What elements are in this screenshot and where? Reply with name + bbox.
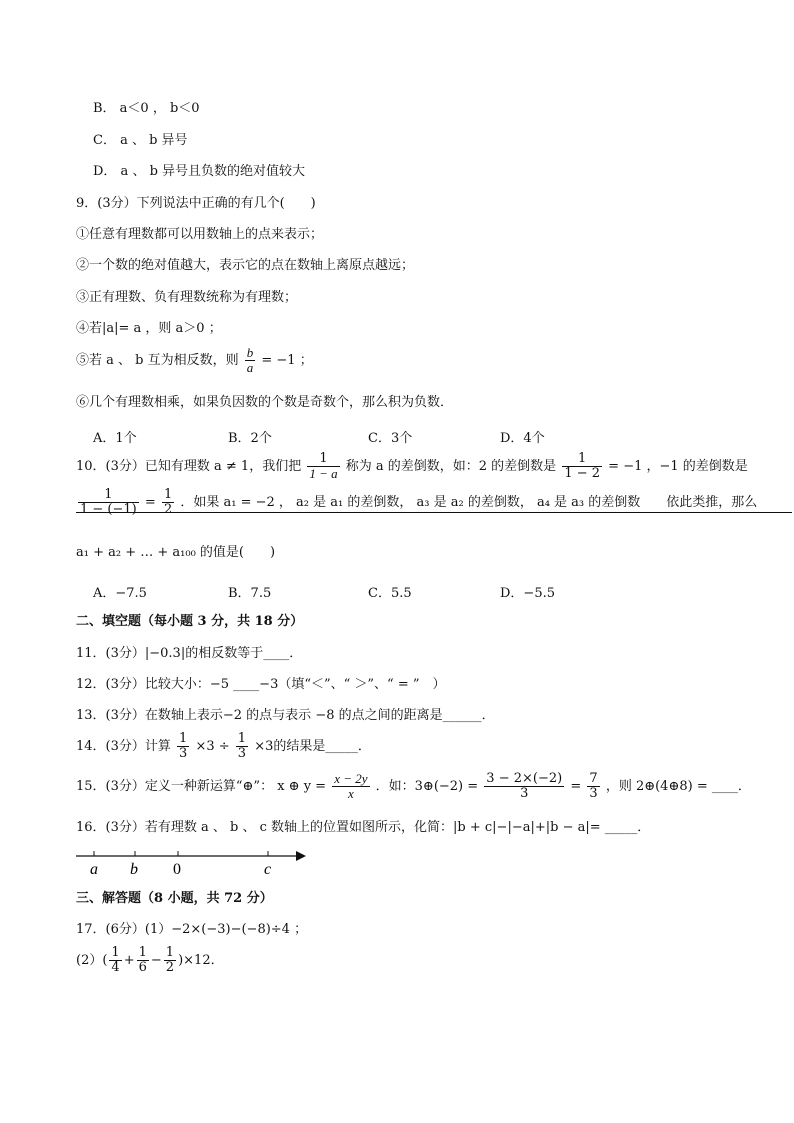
q14-frac-2: $\frac{1}{3}$ bbox=[237, 731, 247, 761]
q16: 16．(3分）若有理数 a 、 b 、 c 数轴上的位置如图所示，化简：|b + c|−|−a|+|b − a|= _____． bbox=[76, 820, 651, 835]
q9-statement-3: ③正有理数、负有理数统称为有理数； bbox=[76, 290, 298, 305]
q15-frac-3: $\frac{7}{3}$ bbox=[589, 771, 598, 801]
q17-frac-2: $\frac{1}{6}$ bbox=[138, 945, 147, 975]
q17-part-2: (2）( $\frac{1}{4}$ + $\frac{1}{6}$ − $\frac{1}{2}$ )×12． bbox=[76, 945, 224, 975]
q14-frac-1: $\frac{1}{3}$ bbox=[179, 731, 188, 761]
q9-option-a: A．1个 bbox=[93, 431, 137, 446]
number-line-arrow bbox=[296, 851, 306, 861]
q9-s5-fraction: $\frac{b}{a}$ bbox=[246, 345, 254, 375]
q10-option-d: D．−5.5 bbox=[500, 586, 555, 601]
q9-option-d: D．4个 bbox=[500, 431, 545, 446]
label-a: a bbox=[90, 861, 98, 878]
q12: 12．(3分）比较大小：−5 ____−3（填“＜”、“ ＞”、“ = ” ） bbox=[76, 677, 446, 692]
section-3-heading: 三、解答题（8 小题，共 72 分） bbox=[76, 891, 273, 906]
q15-frac-2: $\frac{3 - 2\times(-2)}{3}$ bbox=[486, 771, 563, 801]
q11: 11．(3分）|−0.3|的相反数等于____． bbox=[76, 646, 303, 661]
q9-s5-post: = −1 ； bbox=[261, 353, 313, 368]
q9-option-c: C．3个 bbox=[368, 431, 413, 446]
q17-frac-1: $\frac{1}{4}$ bbox=[111, 945, 120, 975]
q10-option-a: A．−7.5 bbox=[93, 586, 147, 601]
q10-frac-3: $\frac{1}{1 - (-1)}$ bbox=[80, 487, 137, 517]
q9-statement-1: ①任意有理数都可以用数轴上的点来表示； bbox=[76, 227, 324, 242]
q15-frac-1: $\frac{x - 2y}{x}$ bbox=[334, 771, 368, 801]
q10-frac-1: $\frac{1}{1 - a}$ bbox=[309, 451, 338, 481]
q10-option-b: B．7.5 bbox=[228, 586, 272, 601]
label-b: b bbox=[130, 861, 138, 878]
q10-option-c: C．5.5 bbox=[368, 586, 412, 601]
q17-frac-3: $\frac{1}{2}$ bbox=[165, 945, 175, 975]
q9-statement-4: ④若|a|= a ，则 a＞0 ； bbox=[76, 321, 222, 336]
label-zero: 0 bbox=[173, 861, 181, 878]
q8-option-c: C． a 、 b 异号 bbox=[93, 133, 188, 148]
q13: 13．(3分）在数轴上表示−2 的点与表示 −8 的点之间的距离是______． bbox=[76, 708, 495, 723]
q9-s5-pre: ⑤若 a 、 b 互为相反数，则 bbox=[76, 353, 239, 368]
q10-underline bbox=[76, 512, 792, 513]
q9-option-b: B．2个 bbox=[228, 431, 272, 446]
number-line-figure bbox=[74, 846, 314, 880]
q14: 14．(3分）计算 $\frac{1}{3}$ ×3 ÷ $\frac{1}{3}$ ×3的结果是_____． bbox=[76, 731, 371, 761]
q9-statement-6: ⑥几个有理数相乘，如果负因数的个数是奇数个，那么积为负数． bbox=[76, 395, 454, 410]
q9-stem: 9．(3分）下列说法中正确的有几个( ) bbox=[76, 196, 316, 211]
q9-statement-2: ②一个数的绝对值越大，表示它的点在数轴上离原点越远； bbox=[76, 258, 415, 273]
q10-line-3: a₁ + a₂ + … + a₁₀₀ 的值是( ) bbox=[76, 545, 276, 560]
q9-statement-5 bbox=[76, 346, 313, 375]
q17-part-1: 17．(6分）(1）−2×(−3)−(−8)÷4 ； bbox=[76, 922, 308, 937]
section-2-heading: 二、填空题（每小题 3 分，共 18 分） bbox=[76, 614, 304, 629]
q15: 15．(3分）定义一种新运算“⊕”： x ⊕ y = $\frac{x - 2y}{x}$ ．如：3⊕(−2) = $\frac{3 - 2\times(-2)}{3}$ = $\frac{7}{3}$ ，则 2⊕(4⊕8) = ____． bbox=[76, 771, 751, 801]
q10-line-2: $\frac{1}{1 - (-1)}$ = $\frac{1}{2}$ ．如果 a₁ = −2 ， a₂ 是 a₁ 的差倒数， a₃ 是 a₂ 的差倒数， a₄ 是 a₃ 的差倒数 依此类推，那么 bbox=[80, 487, 758, 517]
q8-option-b: B． a＜0 ， b＜0 bbox=[93, 101, 200, 116]
q10-frac-2: $\frac{1}{1 - 2}$ bbox=[564, 451, 601, 481]
q8-option-d: D． a 、 b 异号且负数的绝对值较大 bbox=[93, 164, 306, 179]
q10-line-1: 10．(3分）已知有理数 a ≠ 1，我们把 $\frac{1}{1 - a}$ 称为 a 的差倒数，如：2 的差倒数是 $\frac{1}{1 - 2}$ = −1 ，−1 的差倒数是 bbox=[76, 451, 748, 481]
label-c: c bbox=[264, 861, 272, 878]
q10-frac-4: $\frac{1}{2}$ bbox=[163, 487, 173, 517]
